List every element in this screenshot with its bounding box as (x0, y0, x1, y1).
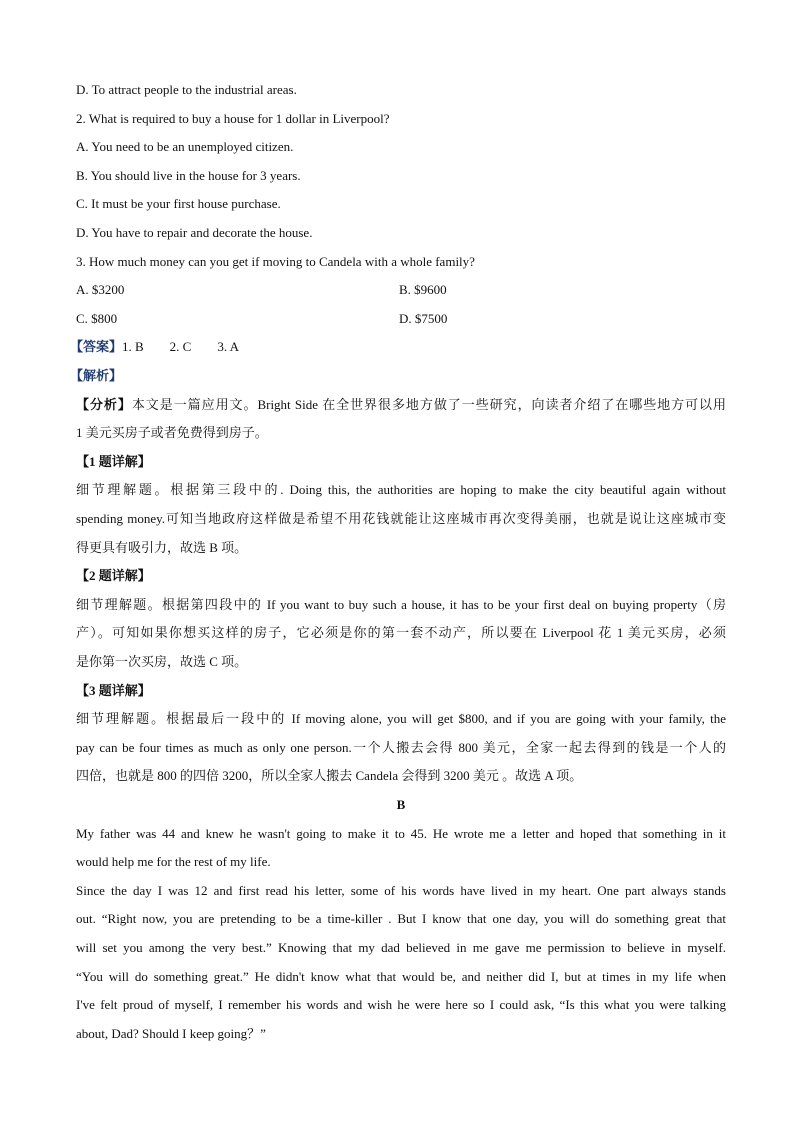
detail-2-line-1: 细节理解题。根据第四段中的 If you want to buy such a house, it has to be your first deal on buying property（房 (76, 596, 726, 612)
detail-3-heading: 【3 题详解】 (76, 682, 151, 698)
detail-1-heading: 【1 题详解】 (76, 453, 151, 469)
fenxi-line-1 (76, 391, 726, 419)
q2-option-a: A. You need to be an unemployed citizen. (76, 139, 294, 155)
section-b-heading: B (396, 797, 406, 812)
fenxi-text-1: 本文是一篇应用文。Bright Side 在全世界很多地方做了一些研究，向读者介绍了在哪些地方可以用 (131, 396, 726, 412)
q2-option-d: D. You have to repair and decorate the house. (76, 225, 313, 240)
detail-2-heading: 【2 题详解】 (76, 568, 151, 584)
q3-stem: 3. How much money can you get if moving to Candela with a whole family? (76, 253, 475, 269)
passage-p2-line-3: will set you among the very best.” Knowing that my dad believed in me gave me permission to believe in myself. (76, 940, 726, 955)
q3-option-a: A. $3200 (76, 282, 125, 298)
detail-2-line-3: 是你第一次买房，故选 C 项。 (76, 654, 248, 669)
fenxi-tag: 【分析】 (76, 396, 132, 412)
passage-p3-line-1: “You will do something great.” He didn't know what that would be, and neither did I, but at times in my life when (76, 968, 726, 984)
passage-p1-line-1: My father was 44 and knew he wasn't going to make it to 45. He wrote me a letter and hoped that something in it (76, 825, 726, 841)
detail-1-line-2: spending money.可知当地政府这样做是希望不用花钱就能让这座城市再次变得美丽，也就是说让这座城市变 (76, 511, 726, 526)
q2-option-b: B. You should live in the house for 3 years. (76, 167, 301, 183)
detail-2-line-2: 产）。可知如果你想买这样的房子，它必须是你的第一套不动产，所以要在 Liverpool 花 1 美元买房，必须 (76, 625, 726, 641)
answer-tag: 【答案】 (70, 339, 123, 355)
q3-option-c: C. $800 (76, 310, 118, 326)
passage-p2-line-1: Since the day I was 12 and first read his letter, some of his words have lived in my heart. One part always stands (76, 882, 726, 898)
q2-stem: 2. What is required to buy a house for 1 dollar in Liverpool? (76, 110, 390, 126)
detail-1-line-3: 得更具有吸引力，故选 B 项。 (76, 539, 248, 555)
detail-3-line-3: 四倍，也就是 800 的四倍 3200，所以全家人搬去 Candela 会得到 3200 美元 。故选 A 项。 (76, 768, 583, 784)
q3-option-b: B. $9600 (399, 282, 447, 298)
detail-3-line-1: 细节理解题。根据最后一段中的 If moving alone, you will get $800, and if you are going with your family, the (76, 711, 726, 727)
fenxi-line-2: 1 美元买房子或者免费得到房子。 (76, 425, 268, 441)
answer-line (70, 333, 239, 361)
passage-p2-line-2: out. “Right now, you are pretending to be a time-killer . But I know that one day, you will do something great that (76, 911, 726, 927)
q1-option-d: D. To attract people to the industrial areas. (76, 82, 297, 97)
passage-p3-line-2: I've felt proud of myself, I remember his words and wish he were here so I could ask, “Is this what you were talking (76, 997, 726, 1013)
passage-p3-line-3: about, Dad? Should I keep going？” (76, 1025, 266, 1041)
q3-option-d: D. $7500 (399, 310, 448, 326)
detail-1-line-1: 细节理解题。根据第三段中的. Doing this, the authorities are hoping to make the city beautiful again without (76, 482, 726, 498)
detail-3-line-2: pay can be four times as much as only one person.一个人搬去会得 800 美元，全家一起去得到的钱是一个人的 (76, 739, 726, 755)
passage-p1-line-2: would help me for the rest of my life. (76, 854, 271, 870)
analysis-tag: 【解析】 (70, 368, 123, 383)
q2-option-c: C. It must be your first house purchase. (76, 196, 281, 212)
answer-text: 1. B 2. C 3. A (122, 339, 240, 355)
